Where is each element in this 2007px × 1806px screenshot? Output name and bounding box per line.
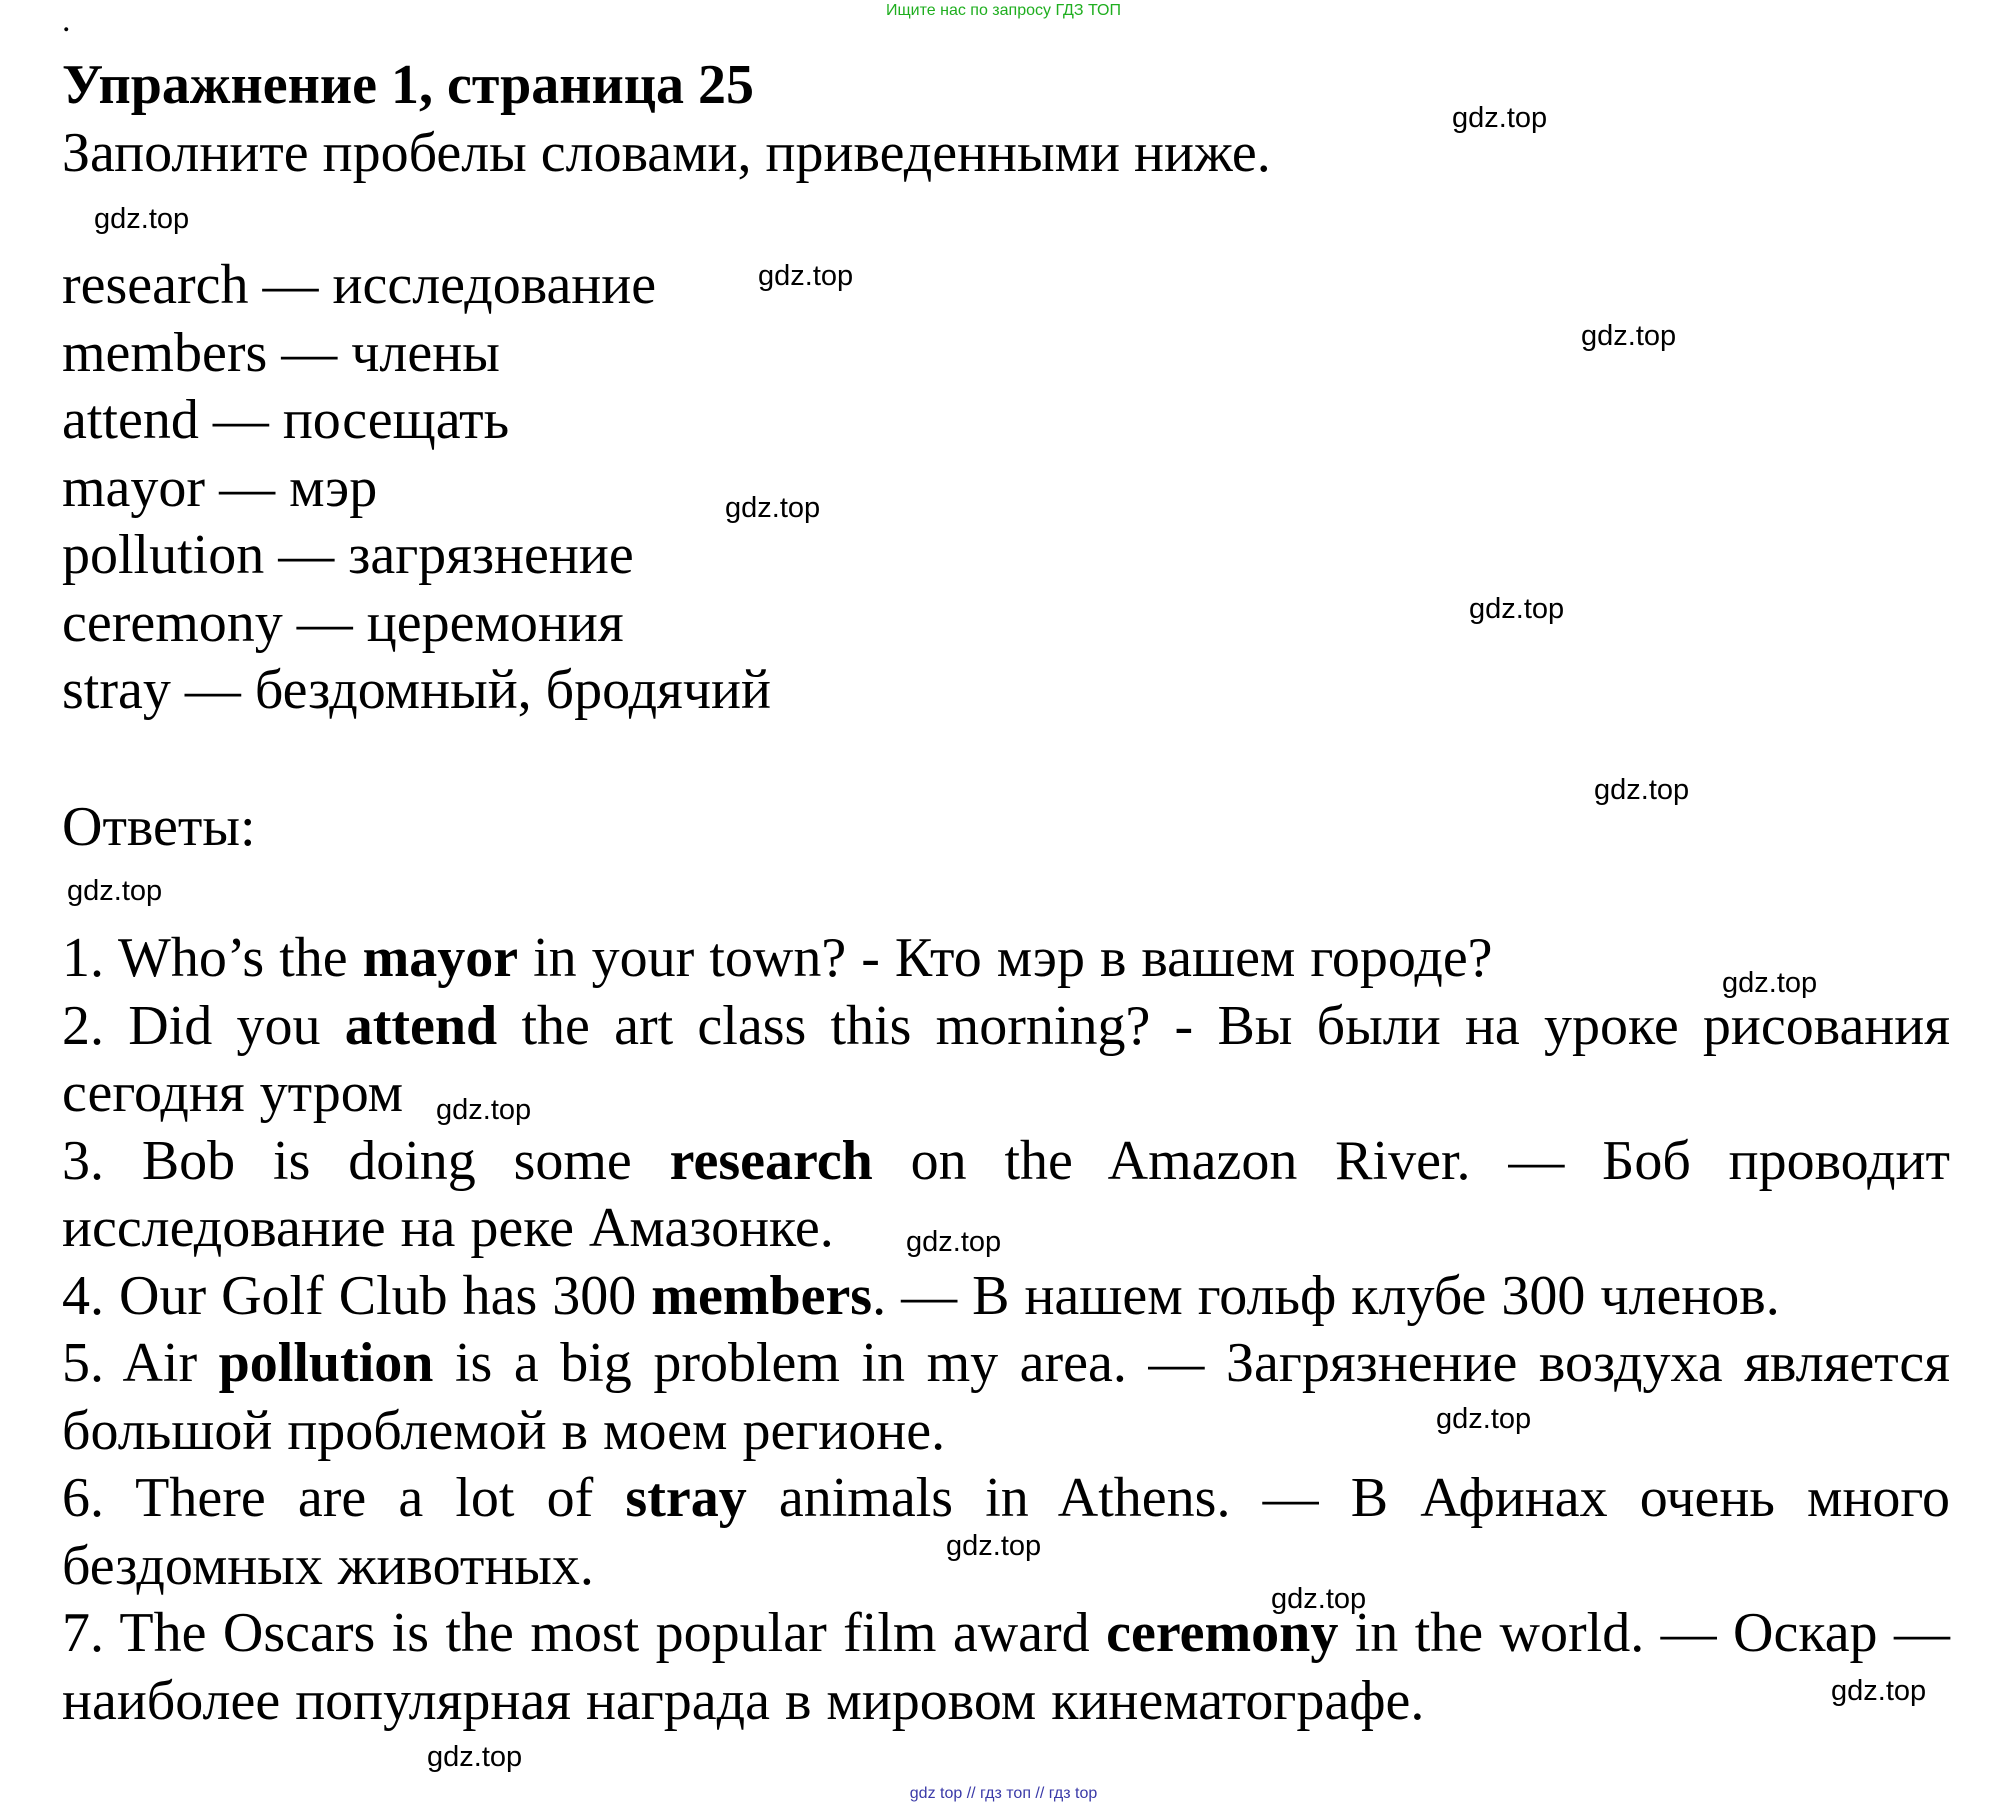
answer-text: is a big problem in my area. — Загрязнение воздуха является большой проблемой в моем регионе.: [62, 1332, 1950, 1462]
watermark: gdz.top: [1436, 1403, 1532, 1435]
vocabulary-item: attend — посещать: [62, 389, 510, 451]
answer-text: 4. Our Golf Club has 300: [62, 1264, 652, 1327]
watermark: gdz.top: [427, 1741, 523, 1773]
answer-text: 6. There are a lot of: [62, 1467, 626, 1529]
vocabulary-item: pollution — загрязнение: [62, 524, 634, 586]
watermark: gdz.top: [94, 203, 190, 235]
answer-keyword: mayor: [362, 927, 519, 989]
answer-item: [62, 1330, 1950, 1465]
answer-text: 3. Bob is doing some: [62, 1129, 670, 1192]
answer-text: 7. The Oscars is the most popular film award: [62, 1602, 1107, 1664]
answer-text: in the world. — Оскар — наиболее популярная награда в мировом кинематографе.: [62, 1602, 1950, 1732]
answer-keyword: stray: [625, 1467, 747, 1529]
vocabulary-item: members — члены: [62, 321, 500, 384]
top-banner: Ищите нас по запросу ГДЗ ТОП: [886, 2, 1121, 19]
answer-text: 2. Did you: [62, 994, 345, 1057]
answers-heading: Ответы:: [62, 796, 256, 858]
watermark: gdz.top: [1722, 967, 1818, 999]
watermark: gdz.top: [436, 1094, 532, 1126]
answer-item: [62, 925, 1950, 993]
answer-text: in your town? - Кто мэр в вашем городе?: [518, 927, 1493, 989]
watermark: gdz.top: [1452, 102, 1548, 134]
answer-item: [62, 1263, 1950, 1331]
answers-list: [62, 925, 1950, 1735]
instruction-text: Заполните пробелы словами, приведенными ниже.: [62, 122, 1271, 184]
answer-keyword: members: [651, 1264, 873, 1327]
watermark: gdz.top: [1469, 593, 1565, 625]
watermark: gdz.top: [1831, 1675, 1927, 1707]
answer-text: the art class this morning? - Вы были на уроке рисования сегодня утром: [62, 994, 1951, 1124]
page-title: Упражнение 1, страница 25: [62, 54, 755, 116]
vocabulary-item: stray — бездомный, бродячий: [62, 659, 771, 721]
watermark: gdz.top: [758, 260, 854, 292]
answer-text: on the Amazon River. — Боб проводит исследование на реке Амазонке.: [62, 1129, 1950, 1259]
answer-keyword: pollution: [218, 1332, 434, 1394]
answer-item: [62, 993, 1950, 1128]
stray-dot: .: [62, 2, 71, 39]
answer-keyword: ceremony: [1106, 1602, 1339, 1664]
watermark: gdz.top: [67, 875, 163, 907]
vocabulary-item: mayor — мэр: [62, 456, 378, 519]
answer-text: . — В нашем гольф клубе 300 членов.: [872, 1264, 1780, 1327]
bottom-banner: gdz top // гдз топ // гдз top: [909, 1785, 1098, 1802]
vocabulary-item: research — исследование: [62, 254, 657, 316]
watermark: gdz.top: [946, 1530, 1042, 1562]
answer-keyword: attend: [344, 994, 498, 1057]
answer-text: 5. Air: [62, 1332, 219, 1394]
watermark: gdz.top: [1271, 1583, 1367, 1615]
vocabulary-item: ceremony — церемония: [62, 591, 624, 654]
answer-item: [62, 1600, 1950, 1735]
watermark: gdz.top: [906, 1226, 1002, 1258]
watermark: gdz.top: [725, 492, 821, 524]
answer-item: [62, 1128, 1950, 1263]
answer-text: 1. Who’s the: [62, 927, 363, 989]
watermark: gdz.top: [1594, 774, 1690, 806]
watermark: gdz.top: [1581, 320, 1677, 352]
answer-text: animals in Athens. — В Афинах очень много бездомных животных.: [62, 1467, 1950, 1597]
answer-keyword: research: [669, 1129, 873, 1192]
vocabulary-list: [62, 252, 771, 725]
